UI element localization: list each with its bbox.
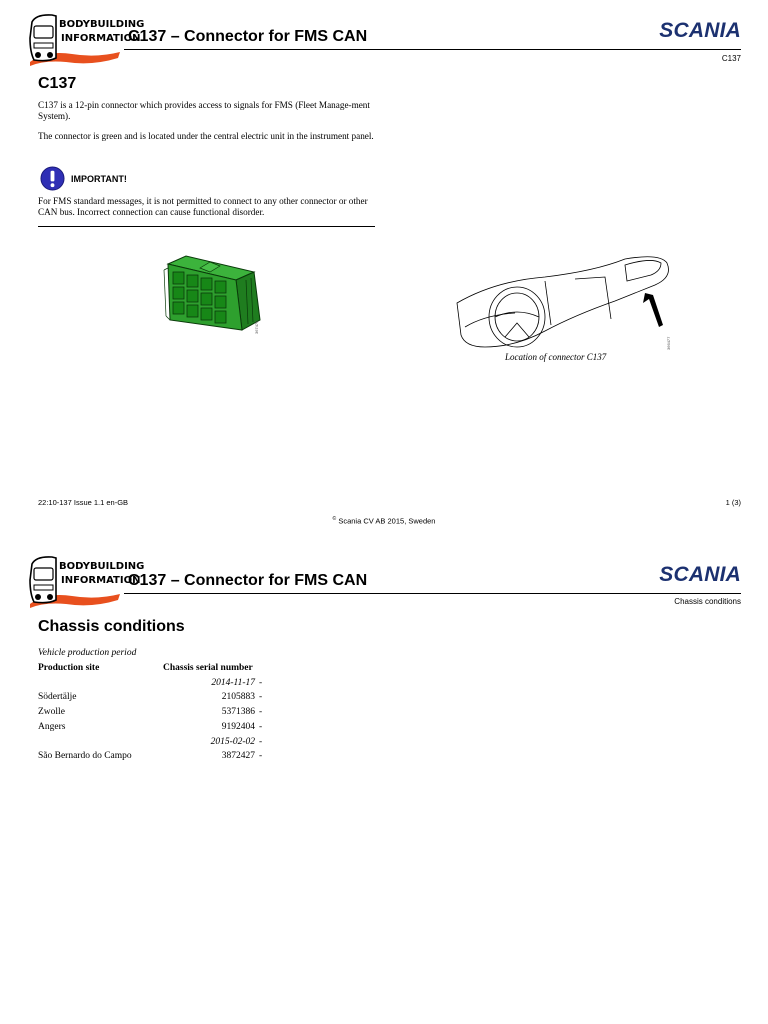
figure-number: 366477 — [666, 336, 671, 350]
range-dash: - — [259, 677, 263, 688]
copyright-text: Scania CV AB 2015, Sweden — [338, 516, 436, 526]
location-paragraph: The connector is green and is located under the central electric unit in the instrument panel. — [38, 131, 374, 141]
section-divider — [38, 226, 375, 227]
instrument-panel-illustration — [455, 255, 675, 355]
figure-number: 367470 — [254, 320, 259, 334]
table-row — [38, 749, 273, 764]
range-dash: - — [259, 736, 263, 747]
range-dash: - — [259, 751, 263, 762]
important-notice — [40, 166, 127, 191]
figure-caption: Location of connector C137 — [505, 352, 607, 362]
header-divider — [124, 49, 741, 50]
scania-logo: SCANIA — [659, 19, 741, 42]
column-header-chassis-serial: Chassis serial number — [163, 663, 253, 673]
bodybuilding-logo — [26, 554, 145, 610]
production-site — [38, 735, 163, 750]
document-page-2 — [0, 545, 768, 1024]
document-title: C137 – Connector for FMS CAN — [128, 28, 368, 45]
production-site: Zwolle — [38, 707, 65, 718]
range-dash: - — [259, 707, 263, 718]
header-section-label: Chassis conditions — [674, 597, 741, 606]
exclamation-icon — [40, 166, 65, 191]
column-header-production-site: Production site — [38, 663, 100, 673]
range-dash: - — [259, 721, 263, 732]
header-divider — [124, 593, 741, 594]
document-reference: 22:10-137 Issue 1.1 en-GB — [38, 498, 129, 507]
production-site: Angers — [38, 721, 66, 732]
intro-paragraph: C137 is a 12-pin connector which provides access to signals for FMS (Fleet Manage-ment System). — [38, 100, 370, 121]
scania-logo: SCANIA — [659, 563, 741, 586]
table-row — [38, 705, 273, 720]
section-heading: C137 — [38, 75, 77, 92]
page-number: 1 (3) — [725, 498, 741, 507]
table-row — [38, 676, 273, 691]
range-dash: - — [259, 692, 263, 703]
production-site: São Bernardo do Campo — [38, 751, 132, 762]
period-date: 2015-02-02 — [210, 736, 255, 747]
production-site — [38, 676, 163, 691]
copyright-symbol: © — [332, 516, 337, 522]
document-title: C137 – Connector for FMS CAN — [128, 572, 368, 589]
logo-text-1: BODYBUILDING — [59, 19, 145, 30]
section-heading: Chassis conditions — [38, 618, 185, 635]
chassis-serial: 9192404 — [221, 721, 255, 732]
chassis-serial: 5371386 — [221, 707, 255, 718]
chassis-serial: 2105883 — [221, 692, 255, 703]
copyright-notice — [0, 516, 768, 526]
table-header-row — [38, 661, 273, 676]
chassis-conditions-table — [38, 661, 273, 764]
logo-text-2: INFORMATION — [61, 33, 141, 44]
chassis-serial: 3872427 — [221, 751, 255, 762]
period-date: 2014-11-17 — [211, 677, 255, 688]
production-period-label: Vehicle production period — [38, 648, 137, 658]
logo-text-1: BODYBUILDING — [59, 561, 145, 572]
bodybuilding-logo — [26, 12, 145, 68]
production-site: Södertälje — [38, 692, 77, 703]
header-section-label: C137 — [721, 54, 741, 63]
table-row — [38, 720, 273, 735]
table-row — [38, 690, 273, 705]
important-text: For FMS standard messages, it is not permitted to connect to any other connector or other CAN bus. Incorrect connection can cause functional disorder. — [38, 196, 368, 217]
logo-text-2: INFORMATION — [61, 575, 141, 586]
important-label: IMPORTANT! — [71, 173, 127, 184]
table-row — [38, 735, 273, 750]
